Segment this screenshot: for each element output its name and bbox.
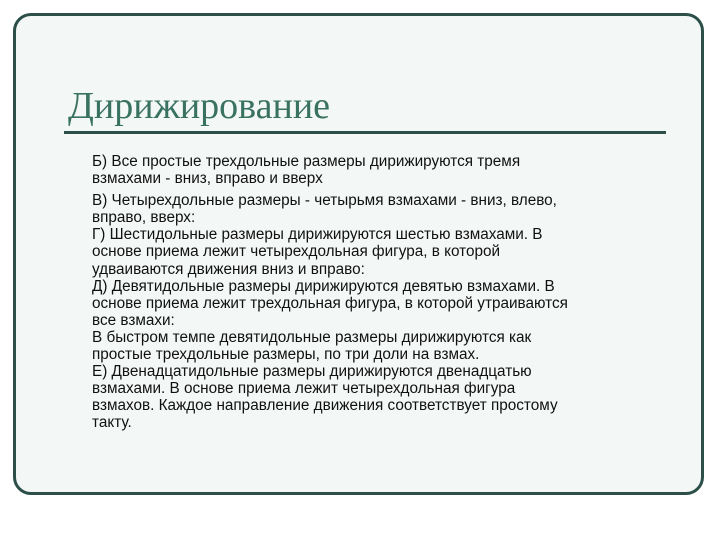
paragraph-v-to-e [92, 192, 662, 431]
text-line: взмахами. В основе приема лежит четырехдольная фигура [92, 380, 516, 398]
text-line: простые трехдольные размеры, по три доли на взмах. [92, 346, 480, 364]
text-line: основе приема лежит четырехдольная фигура, в которой [92, 243, 501, 261]
text-line: основе приема лежит трехдольная фигура, в которой утраиваются [92, 294, 568, 312]
text-line: Б) Все простые трехдольные размеры дирижируются тремя [92, 153, 521, 170]
text-line: такту. [92, 414, 132, 432]
text-line: все взмахи: [92, 311, 175, 329]
text-line: удваиваются движения вниз и вправо: [92, 260, 365, 278]
text-line: В) Четырехдольные размеры - четырьмя взмахами - вниз, влево, [92, 192, 557, 210]
paragraph-b [92, 153, 662, 187]
text-line: В быстром темпе девятидольные размеры дирижируются как [92, 328, 532, 346]
slide-body [92, 153, 662, 432]
slide-title: Дирижирование [68, 85, 331, 127]
text-line: вправо, вверх: [92, 209, 196, 227]
text-line: Е) Двенадцатидольные размеры дирижируются двенадцатью [92, 363, 532, 381]
text-line: Г) Шестидольные размеры дирижируются шестью взмахами. В [92, 226, 543, 244]
text-line: Д) Девятидольные размеры дирижируются девятью взмахами. В [92, 277, 555, 295]
title-divider [64, 131, 666, 134]
text-line: взмахами - вниз, вправо и вверх [92, 170, 323, 188]
text-line: взмахов. Каждое направление движения соответствует простому [92, 397, 558, 415]
